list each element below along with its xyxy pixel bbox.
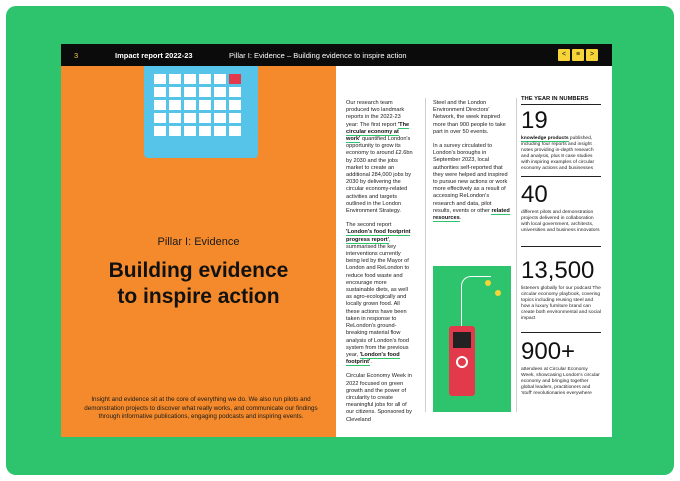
stat-item <box>521 182 601 234</box>
page-number: 3 <box>74 51 79 60</box>
body-column-2: Steel and the London Environment Directors' Network, the week inspired more than 900 people to take part in over 50 events. In a survey circulated to London's boroughs in September 2023, local authorities self-reported that they were helped and inspired to pursue new actions or work more effectively as a result of accessing ReLondon's research and data, pilot results, events or other related resources. <box>433 100 510 222</box>
stat-description: listeners globally for our podcast The circular economy playbook, covering topics including reusing steel and how a luxury furniture brand can create both environmental and social impact <box>521 286 601 321</box>
stat-item <box>521 339 601 397</box>
stat-item <box>521 258 601 322</box>
phone-illustration <box>433 266 511 412</box>
breadcrumb: Pillar I: Evidence – Building evidence to inspire action <box>229 51 407 60</box>
report-page <box>61 44 612 437</box>
pillar-label: Pillar I: Evidence <box>157 236 240 248</box>
divider <box>521 246 601 247</box>
divider <box>521 176 601 177</box>
column-divider <box>516 98 517 412</box>
stat-value: 900+ <box>521 338 576 365</box>
intro-text: Insight and evidence sit at the core of everything we do. We also run pilots and demonstration projects to discover what really works, and communicate our findings through informative publications, engaging podcasts and inspiring events. <box>84 396 318 421</box>
next-page-button[interactable]: > <box>586 49 598 61</box>
body-column-1: Our research team produced two landmark reports in the 2022-23 year: The first report 'The circular economy at work' quantified London's opportunity to grow its economy to around £2.6bn by 2030 and the jobs market to create an additional 284,000 jobs by 2030 by delivering the circular economy-related activities and targets outlined in the London Environment Strategy. The second report 'London's food footprint progress report', summarised the key interventions currently being led by the Mayor of London and ReLondon to reduce food waste and encourage more sustainable diets, as well as agro-ecologically and locally grown food. All these actions have been taken in response to ReLondon's ground-breaking material flow analysis of London's food system from the previous year, 'London's food footprint'. Circular Economy Week in 2022 focused on green growth and the power of circularity to create meaningful jobs for all of our citizens. Sponsored by Cleveland <box>346 100 413 423</box>
calculator-illustration <box>144 66 258 158</box>
divider <box>521 332 601 333</box>
numbers-title: THE YEAR IN NUMBERS <box>521 96 601 105</box>
stat-value: 19 <box>521 107 548 134</box>
page-title: Building evidence to inspire action <box>108 259 289 308</box>
stat-value: 40 <box>521 181 548 208</box>
top-bar <box>61 44 612 66</box>
knowledge-products-link[interactable]: knowledge products <box>521 136 569 141</box>
food-footprint-link[interactable]: 'London's food footprint' <box>346 351 400 366</box>
circular-economy-report-link[interactable]: 'The circular economy at work' <box>346 121 410 143</box>
stat-description: knowledge products published, including four reports and insight notes providing in-depth research and analysis, plus 8 case studies with inspiring examples of circular economy actions and businesses <box>521 136 595 171</box>
pillar-panel <box>61 66 336 437</box>
column-divider <box>425 98 426 412</box>
stat-description: attendees at Circular Economy Week, showcasing London's circular economy and bringing together global leaders, practitioners and 'stuff' revolutionaries everywhere <box>521 367 600 396</box>
food-footprint-progress-link[interactable]: 'London's food footprint progress report' <box>346 229 411 243</box>
stat-value: 13,500 <box>521 257 595 284</box>
prev-page-button[interactable]: < <box>558 49 570 61</box>
page-nav <box>558 49 598 61</box>
year-in-numbers <box>521 96 601 396</box>
report-title: Impact report 2022-23 <box>115 51 193 60</box>
phone-icon <box>449 326 475 396</box>
stat-description: different pilots and demonstration projects delivered in collaboration with local government, architects, universities and business innovators <box>521 210 600 233</box>
menu-button[interactable]: ≡ <box>572 49 584 61</box>
related-resources-link[interactable]: related resources <box>433 207 510 222</box>
stat-item <box>521 108 601 172</box>
